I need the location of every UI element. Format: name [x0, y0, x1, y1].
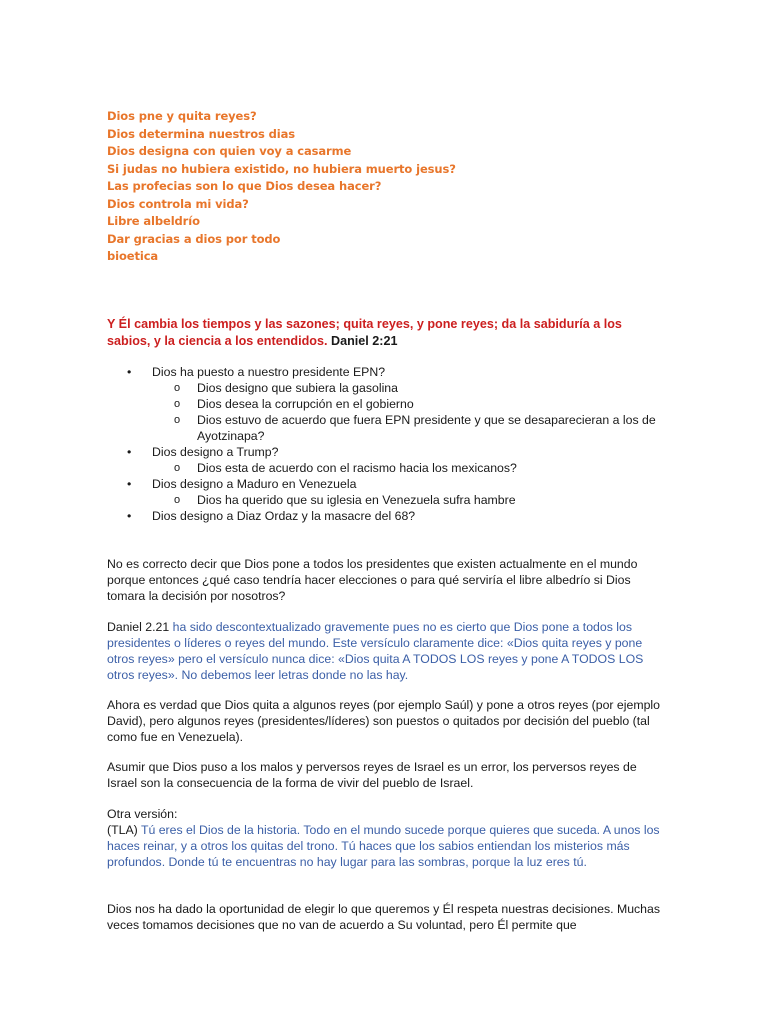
question-item: Dios determina nuestros dias [107, 126, 296, 141]
question-item: Las profecias son lo que Dios desea hacer? [107, 179, 382, 193]
question-item: Dios controla mi vida? [107, 196, 249, 211]
daniel-reference: Daniel 2.21 [107, 620, 170, 634]
paragraph-other-version [107, 806, 667, 870]
question-item: Si judas no hubiera existido, no hubiera muerto jesus? [107, 161, 456, 176]
bullet-item: • Dios designo a Trump? [107, 444, 667, 460]
bullet-item: • Dios ha puesto a nuestro presidente EPN? [107, 364, 667, 380]
tla-tag: (TLA) [107, 823, 138, 837]
sub-bullet-item: o Dios desea la corrupción en el gobierno [107, 396, 667, 412]
question-item: Libre albeldrío [107, 214, 200, 228]
paragraph-elections: No es correcto decir que Dios pone a todos los presidentes que existen actualmente en el mundo porque entonces ¿qué caso tendría hacer elecciones o para qué serviría el libre albedrío si Dios tomara la decisión por nosotros? [107, 557, 638, 603]
bullet-item: • Dios designo a Diaz Ordaz y la masacre del 68? [107, 508, 667, 524]
paragraph-kings-examples: Ahora es verdad que Dios quita a algunos reyes (por ejemplo Saúl) y pone a otros reyes (por ejemplo David), pero algunos reyes (presidentes/líderes) son puestos o quitados por decisión del pueblo (tal como fue en Venezuela). [107, 698, 660, 744]
other-version-label: Otra versión: [107, 807, 178, 821]
bullet-list [107, 364, 667, 524]
question-item: Dios designa con quien voy a casarme [107, 144, 352, 158]
tla-text: Tú eres el Dios de la historia. Todo en el mundo sucede porque quieres que suceda. A unos los haces reinar, y a otros los quitas del trono. Tú haces que los sabios entiendan los misterios más profundos. Donde tú te encuentras no hay lugar para las sombras, porque la luz eres tú. [107, 823, 660, 869]
question-item: bioetica [107, 249, 159, 263]
bible-verse [107, 316, 667, 350]
sub-bullet-item: o Dios esta de acuerdo con el racismo hacia los mexicanos? [107, 460, 667, 476]
daniel-commentary: ha sido descontextualizado gravemente pues no es cierto que Dios pone a todos los presidentes o líderes o reyes del mundo. Este versículo claramente dice: «Dios quita reyes y pone otros reyes» pero el versículo nunca dice: «Dios quita A TODOS LOS reyes y pone A TODOS LOS otros reyes». No debemos leer letras donde no las hay. [107, 620, 644, 682]
question-item: Dios pne y quita reyes? [107, 109, 257, 123]
question-item: Dar gracias a dios por todo [107, 231, 281, 246]
sub-bullet-item: o Dios ha querido que su iglesia en Venezuela sufra hambre [107, 492, 667, 508]
paragraph-free-choice: Dios nos ha dado la oportunidad de elegir lo que queremos y Él respeta nuestras decisiones. Muchas veces tomamos decisiones que no van de acuerdo a Su voluntad, pero Él permite que [107, 902, 661, 932]
paragraph-israel-kings: Asumir que Dios puso a los malos y perversos reyes de Israel es un error, los perversos reyes de Israel son la consecuencia de la forma de vivir del pueblo de Israel. [107, 760, 637, 790]
questions-list [107, 108, 456, 266]
verse-reference: Daniel 2:21 [330, 334, 398, 348]
sub-bullet-item: o Dios estuvo de acuerdo que fuera EPN presidente y que se desaparecieran a los de Ayotzinapa? [107, 412, 667, 444]
verse-text: Y Él cambia los tiempos y las sazones; quita reyes, y pone reyes; da la sabiduría a los sabios, y la ciencia a los entendidos. [107, 317, 622, 348]
paragraph-daniel [107, 619, 667, 683]
bullet-item: • Dios designo a Maduro en Venezuela [107, 476, 667, 492]
sub-bullet-item: o Dios designo que subiera la gasolina [107, 380, 667, 396]
